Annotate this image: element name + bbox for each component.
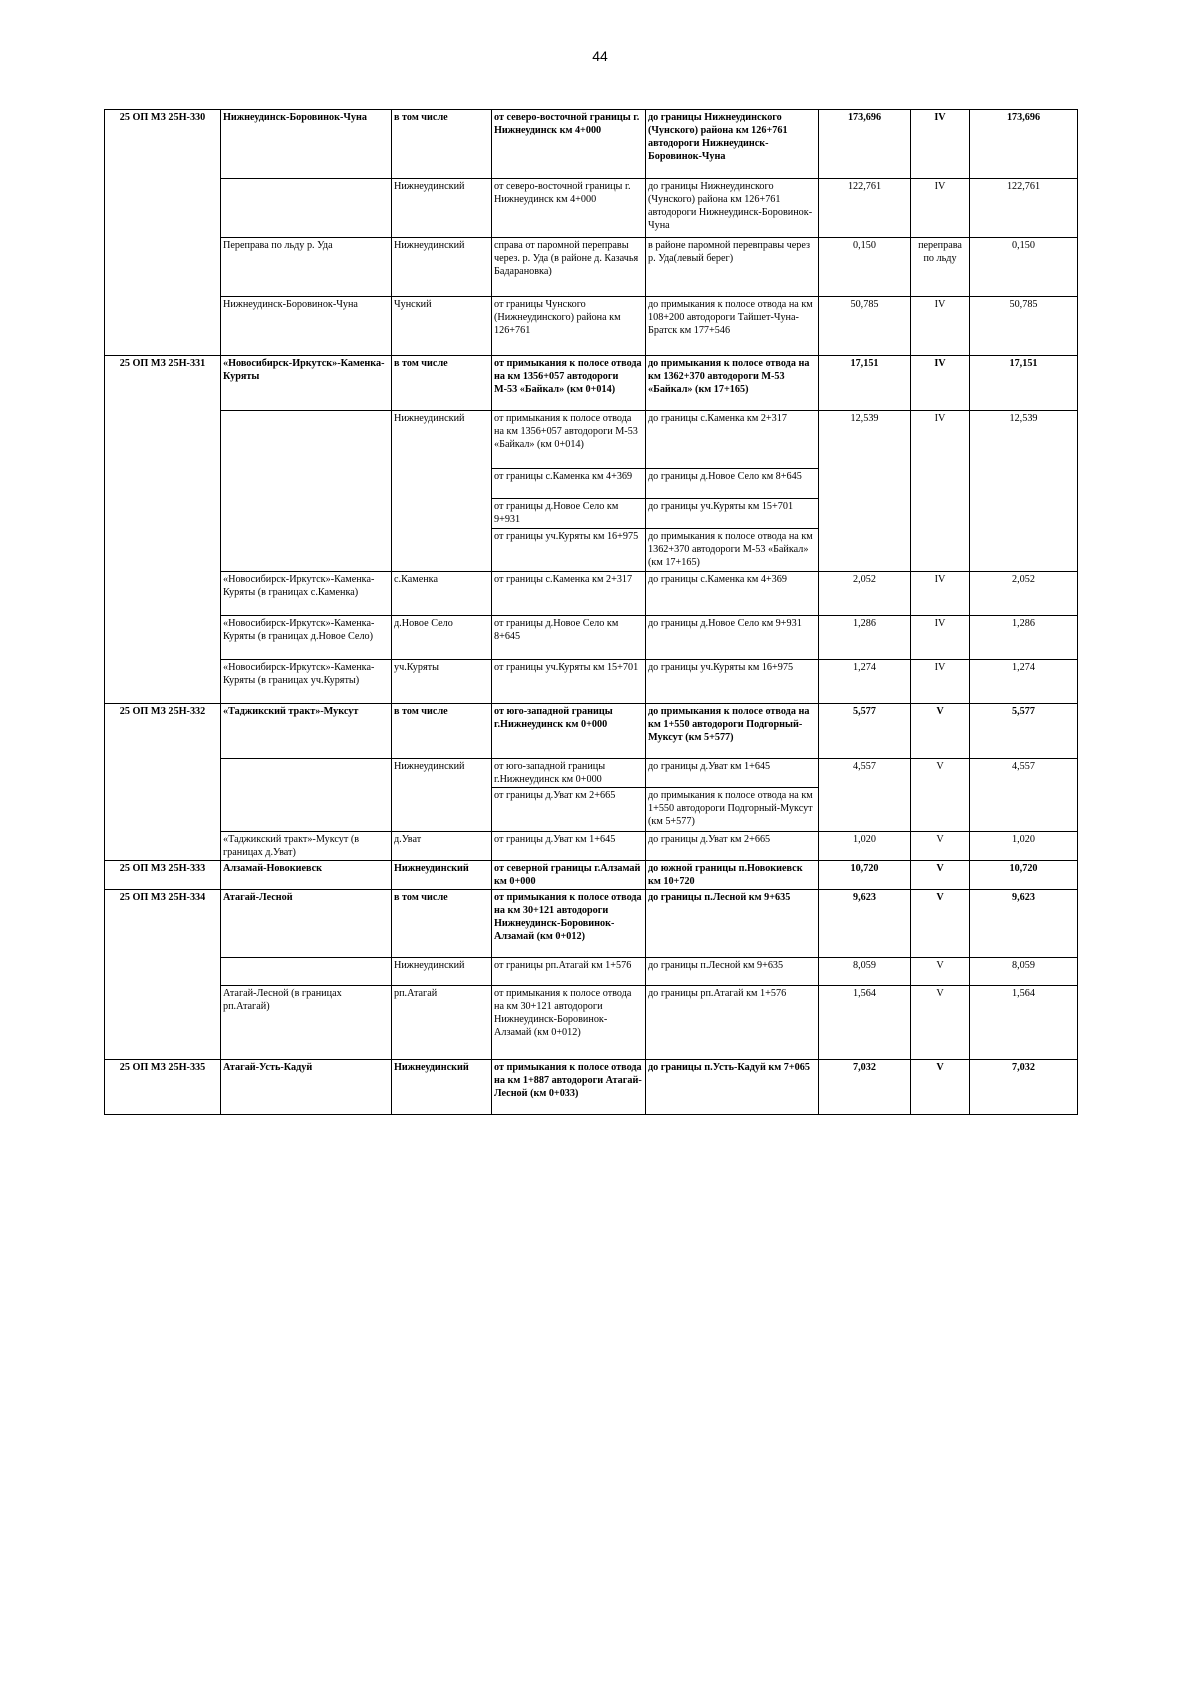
road-name-cell: Алзамай-Новокиевск bbox=[221, 861, 392, 890]
end-point-cell: до границы Нижнеудинского (Чунского) района км 126+761 автодороги Нижнеудинск-Боровинок-Чуна bbox=[646, 110, 819, 179]
district-cell: рп.Атагай bbox=[392, 986, 492, 1060]
road-name-cell bbox=[221, 411, 392, 572]
registration-number-cell: 25 ОП МЗ 25Н-331 bbox=[105, 356, 221, 704]
start-point-cell: от границы с.Каменка км 2+317 bbox=[492, 572, 646, 616]
end-point-cell: до границы рп.Атагай км 1+576 bbox=[646, 986, 819, 1060]
category-cell: V bbox=[911, 986, 970, 1060]
category-cell: IV bbox=[911, 411, 970, 572]
table-row bbox=[105, 958, 1078, 986]
district-cell: с.Каменка bbox=[392, 572, 492, 616]
start-point-cell: от примыкания к полосе отвода на км 1+887 автодороги Атагай-Лесной (км 0+033) bbox=[492, 1060, 646, 1115]
end-point-cell: до примыкания к полосе отвода на км 1+550 автодороги Подгорный-Муксут (км 5+577) bbox=[646, 704, 819, 759]
start-point-cell: от границы уч.Куряты км 15+701 bbox=[492, 660, 646, 704]
table-row bbox=[105, 356, 1078, 411]
start-point-cell: от северо-восточной границы г. Нижнеудинск км 4+000 bbox=[492, 179, 646, 238]
end-point-cell: до примыкания к полосе отвода на км 108+200 автодороги Тайшет-Чуна-Братск км 177+546 bbox=[646, 297, 819, 356]
road-name-cell: «Новосибирск-Иркутск»-Каменка-Куряты (в границах д.Новое Село) bbox=[221, 616, 392, 660]
table-row bbox=[105, 238, 1078, 297]
district-cell: в том числе bbox=[392, 356, 492, 411]
category-cell: IV bbox=[911, 297, 970, 356]
total-length-cell: 1,286 bbox=[970, 616, 1078, 660]
road-name-cell bbox=[221, 958, 392, 986]
length-cell: 10,720 bbox=[819, 861, 911, 890]
category-cell: V bbox=[911, 759, 970, 832]
length-cell: 1,020 bbox=[819, 832, 911, 861]
end-point-cell: до границы Нижнеудинского (Чунского) района км 126+761 автодороги Нижнеудинск-Боровинок-Чуна bbox=[646, 179, 819, 238]
length-cell: 4,557 bbox=[819, 759, 911, 832]
roads-table-body bbox=[105, 110, 1078, 1115]
district-cell: Нижнеудинский bbox=[392, 759, 492, 832]
district-cell: в том числе bbox=[392, 110, 492, 179]
page-number: 44 bbox=[592, 48, 608, 64]
length-cell: 0,150 bbox=[819, 238, 911, 297]
start-point-cell: от границы с.Каменка км 4+369 bbox=[492, 469, 646, 499]
total-length-cell: 0,150 bbox=[970, 238, 1078, 297]
end-point-cell: до примыкания к полосе отвода на км 1362+370 автодороги М-53 «Байкал» (км 17+165) bbox=[646, 529, 819, 572]
total-length-cell: 2,052 bbox=[970, 572, 1078, 616]
road-name-cell: «Новосибирск-Иркутск»-Каменка-Куряты bbox=[221, 356, 392, 411]
road-name-cell: Нижнеудинск-Боровинок-Чуна bbox=[221, 110, 392, 179]
district-cell: д.Новое Село bbox=[392, 616, 492, 660]
start-point-cell: от границы д.Новое Село км 8+645 bbox=[492, 616, 646, 660]
road-name-cell: Переправа по льду р. Уда bbox=[221, 238, 392, 297]
end-point-cell: до примыкания к полосе отвода на км 1+550 автодороги Подгорный-Муксут (км 5+577) bbox=[646, 788, 819, 832]
total-length-cell: 8,059 bbox=[970, 958, 1078, 986]
category-cell: IV bbox=[911, 179, 970, 238]
table-row bbox=[105, 704, 1078, 759]
category-cell: V bbox=[911, 1060, 970, 1115]
registration-number-cell: 25 ОП МЗ 25Н-334 bbox=[105, 890, 221, 1060]
length-cell: 1,286 bbox=[819, 616, 911, 660]
end-point-cell: до границы с.Каменка км 4+369 bbox=[646, 572, 819, 616]
start-point-cell: от юго-западной границы г.Нижнеудинск км 0+000 bbox=[492, 759, 646, 788]
total-length-cell: 1,020 bbox=[970, 832, 1078, 861]
table-row bbox=[105, 110, 1078, 179]
table-row bbox=[105, 297, 1078, 356]
district-cell: Нижнеудинский bbox=[392, 238, 492, 297]
start-point-cell: от примыкания к полосе отвода на км 1356+057 автодороги М-53 «Байкал» (км 0+014) bbox=[492, 411, 646, 469]
end-point-cell: до примыкания к полосе отвода на км 1362+370 автодороги М-53 «Байкал» (км 17+165) bbox=[646, 356, 819, 411]
category-cell: IV bbox=[911, 572, 970, 616]
end-point-cell: до границы д.Новое Село км 8+645 bbox=[646, 469, 819, 499]
start-point-cell: от северо-восточной границы г. Нижнеудинск км 4+000 bbox=[492, 110, 646, 179]
length-cell: 50,785 bbox=[819, 297, 911, 356]
registration-number-cell: 25 ОП МЗ 25Н-335 bbox=[105, 1060, 221, 1115]
road-name-cell: «Новосибирск-Иркутск»-Каменка-Куряты (в границах с.Каменка) bbox=[221, 572, 392, 616]
table-row bbox=[105, 660, 1078, 704]
length-cell: 5,577 bbox=[819, 704, 911, 759]
district-cell: Нижнеудинский bbox=[392, 861, 492, 890]
category-cell: V bbox=[911, 832, 970, 861]
table-row bbox=[105, 572, 1078, 616]
start-point-cell: от северной границы г.Алзамай км 0+000 bbox=[492, 861, 646, 890]
length-cell: 2,052 bbox=[819, 572, 911, 616]
category-cell: IV bbox=[911, 616, 970, 660]
category-cell: IV bbox=[911, 356, 970, 411]
district-cell: Нижнеудинский bbox=[392, 411, 492, 572]
district-cell: Нижнеудинский bbox=[392, 1060, 492, 1115]
end-point-cell: до границы д.Уват км 1+645 bbox=[646, 759, 819, 788]
category-cell: V bbox=[911, 890, 970, 958]
district-cell: Нижнеудинский bbox=[392, 179, 492, 238]
total-length-cell: 7,032 bbox=[970, 1060, 1078, 1115]
registration-number-cell: 25 ОП МЗ 25Н-330 bbox=[105, 110, 221, 356]
table-row bbox=[105, 759, 1078, 788]
length-cell: 7,032 bbox=[819, 1060, 911, 1115]
start-point-cell: от примыкания к полосе отвода на км 30+121 автодороги Нижнеудинск-Боровинок-Алзамай (км 0+012) bbox=[492, 890, 646, 958]
start-point-cell: от юго-западной границы г.Нижнеудинск км 0+000 bbox=[492, 704, 646, 759]
total-length-cell: 173,696 bbox=[970, 110, 1078, 179]
end-point-cell: до южной границы п.Новокиевск км 10+720 bbox=[646, 861, 819, 890]
road-name-cell bbox=[221, 179, 392, 238]
district-cell: д.Уват bbox=[392, 832, 492, 861]
length-cell: 17,151 bbox=[819, 356, 911, 411]
start-point-cell: от границы Чунского (Нижнеудинского) района км 126+761 bbox=[492, 297, 646, 356]
roads-table bbox=[104, 109, 1078, 1115]
total-length-cell: 17,151 bbox=[970, 356, 1078, 411]
category-cell: V bbox=[911, 704, 970, 759]
total-length-cell: 122,761 bbox=[970, 179, 1078, 238]
length-cell: 173,696 bbox=[819, 110, 911, 179]
category-cell: V bbox=[911, 861, 970, 890]
road-name-cell: Атагай-Усть-Кадуй bbox=[221, 1060, 392, 1115]
road-name-cell: «Таджикский тракт»-Муксут (в границах д.Уват) bbox=[221, 832, 392, 861]
end-point-cell: до границы с.Каменка км 2+317 bbox=[646, 411, 819, 469]
category-cell: IV bbox=[911, 660, 970, 704]
end-point-cell: до границы п.Лесной км 9+635 bbox=[646, 890, 819, 958]
road-name-cell: Атагай-Лесной bbox=[221, 890, 392, 958]
table-row bbox=[105, 616, 1078, 660]
start-point-cell: от примыкания к полосе отвода на км 1356+057 автодороги М-53 «Байкал» (км 0+014) bbox=[492, 356, 646, 411]
total-length-cell: 1,274 bbox=[970, 660, 1078, 704]
length-cell: 1,564 bbox=[819, 986, 911, 1060]
length-cell: 12,539 bbox=[819, 411, 911, 572]
length-cell: 8,059 bbox=[819, 958, 911, 986]
end-point-cell: в районе паромной перевправы через р. Уда(левый берег) bbox=[646, 238, 819, 297]
total-length-cell: 12,539 bbox=[970, 411, 1078, 572]
registration-number-cell: 25 ОП МЗ 25Н-332 bbox=[105, 704, 221, 861]
start-point-cell: от границы уч.Куряты км 16+975 bbox=[492, 529, 646, 572]
table-row bbox=[105, 179, 1078, 238]
end-point-cell: до границы уч.Куряты км 16+975 bbox=[646, 660, 819, 704]
road-name-cell: Нижнеудинск-Боровинок-Чуна bbox=[221, 297, 392, 356]
road-name-cell: Атагай-Лесной (в границах рп.Атагай) bbox=[221, 986, 392, 1060]
table-row bbox=[105, 411, 1078, 469]
total-length-cell: 50,785 bbox=[970, 297, 1078, 356]
road-name-cell bbox=[221, 759, 392, 832]
table-row bbox=[105, 832, 1078, 861]
start-point-cell: от границы д.Новое Село км 9+931 bbox=[492, 499, 646, 529]
total-length-cell: 4,557 bbox=[970, 759, 1078, 832]
district-cell: уч.Куряты bbox=[392, 660, 492, 704]
end-point-cell: до границы д.Уват км 2+665 bbox=[646, 832, 819, 861]
length-cell: 122,761 bbox=[819, 179, 911, 238]
table-row bbox=[105, 861, 1078, 890]
total-length-cell: 9,623 bbox=[970, 890, 1078, 958]
category-cell: V bbox=[911, 958, 970, 986]
district-cell: в том числе bbox=[392, 704, 492, 759]
total-length-cell: 5,577 bbox=[970, 704, 1078, 759]
start-point-cell: от примыкания к полосе отвода на км 30+121 автодороги Нижнеудинск-Боровинок-Алзамай (км 0+012) bbox=[492, 986, 646, 1060]
start-point-cell: от границы д.Уват км 1+645 bbox=[492, 832, 646, 861]
end-point-cell: до границы п.Усть-Кадуй км 7+065 bbox=[646, 1060, 819, 1115]
category-cell: IV bbox=[911, 110, 970, 179]
total-length-cell: 10,720 bbox=[970, 861, 1078, 890]
length-cell: 1,274 bbox=[819, 660, 911, 704]
end-point-cell: до границы уч.Куряты км 15+701 bbox=[646, 499, 819, 529]
district-cell: Нижнеудинский bbox=[392, 958, 492, 986]
registration-number-cell: 25 ОП МЗ 25Н-333 bbox=[105, 861, 221, 890]
table-row bbox=[105, 986, 1078, 1060]
length-cell: 9,623 bbox=[819, 890, 911, 958]
start-point-cell: от границы д.Уват км 2+665 bbox=[492, 788, 646, 832]
start-point-cell: от границы рп.Атагай км 1+576 bbox=[492, 958, 646, 986]
category-cell: переправа по льду bbox=[911, 238, 970, 297]
road-name-cell: «Таджикский тракт»-Муксут bbox=[221, 704, 392, 759]
table-row bbox=[105, 1060, 1078, 1115]
total-length-cell: 1,564 bbox=[970, 986, 1078, 1060]
end-point-cell: до границы п.Лесной км 9+635 bbox=[646, 958, 819, 986]
district-cell: в том числе bbox=[392, 890, 492, 958]
district-cell: Чунский bbox=[392, 297, 492, 356]
start-point-cell: справа от паромной переправы через. р. Уда (в районе д. Казачья Бадарановка) bbox=[492, 238, 646, 297]
end-point-cell: до границы д.Новое Село км 9+931 bbox=[646, 616, 819, 660]
table-row bbox=[105, 890, 1078, 958]
road-name-cell: «Новосибирск-Иркутск»-Каменка-Куряты (в границах уч.Куряты) bbox=[221, 660, 392, 704]
